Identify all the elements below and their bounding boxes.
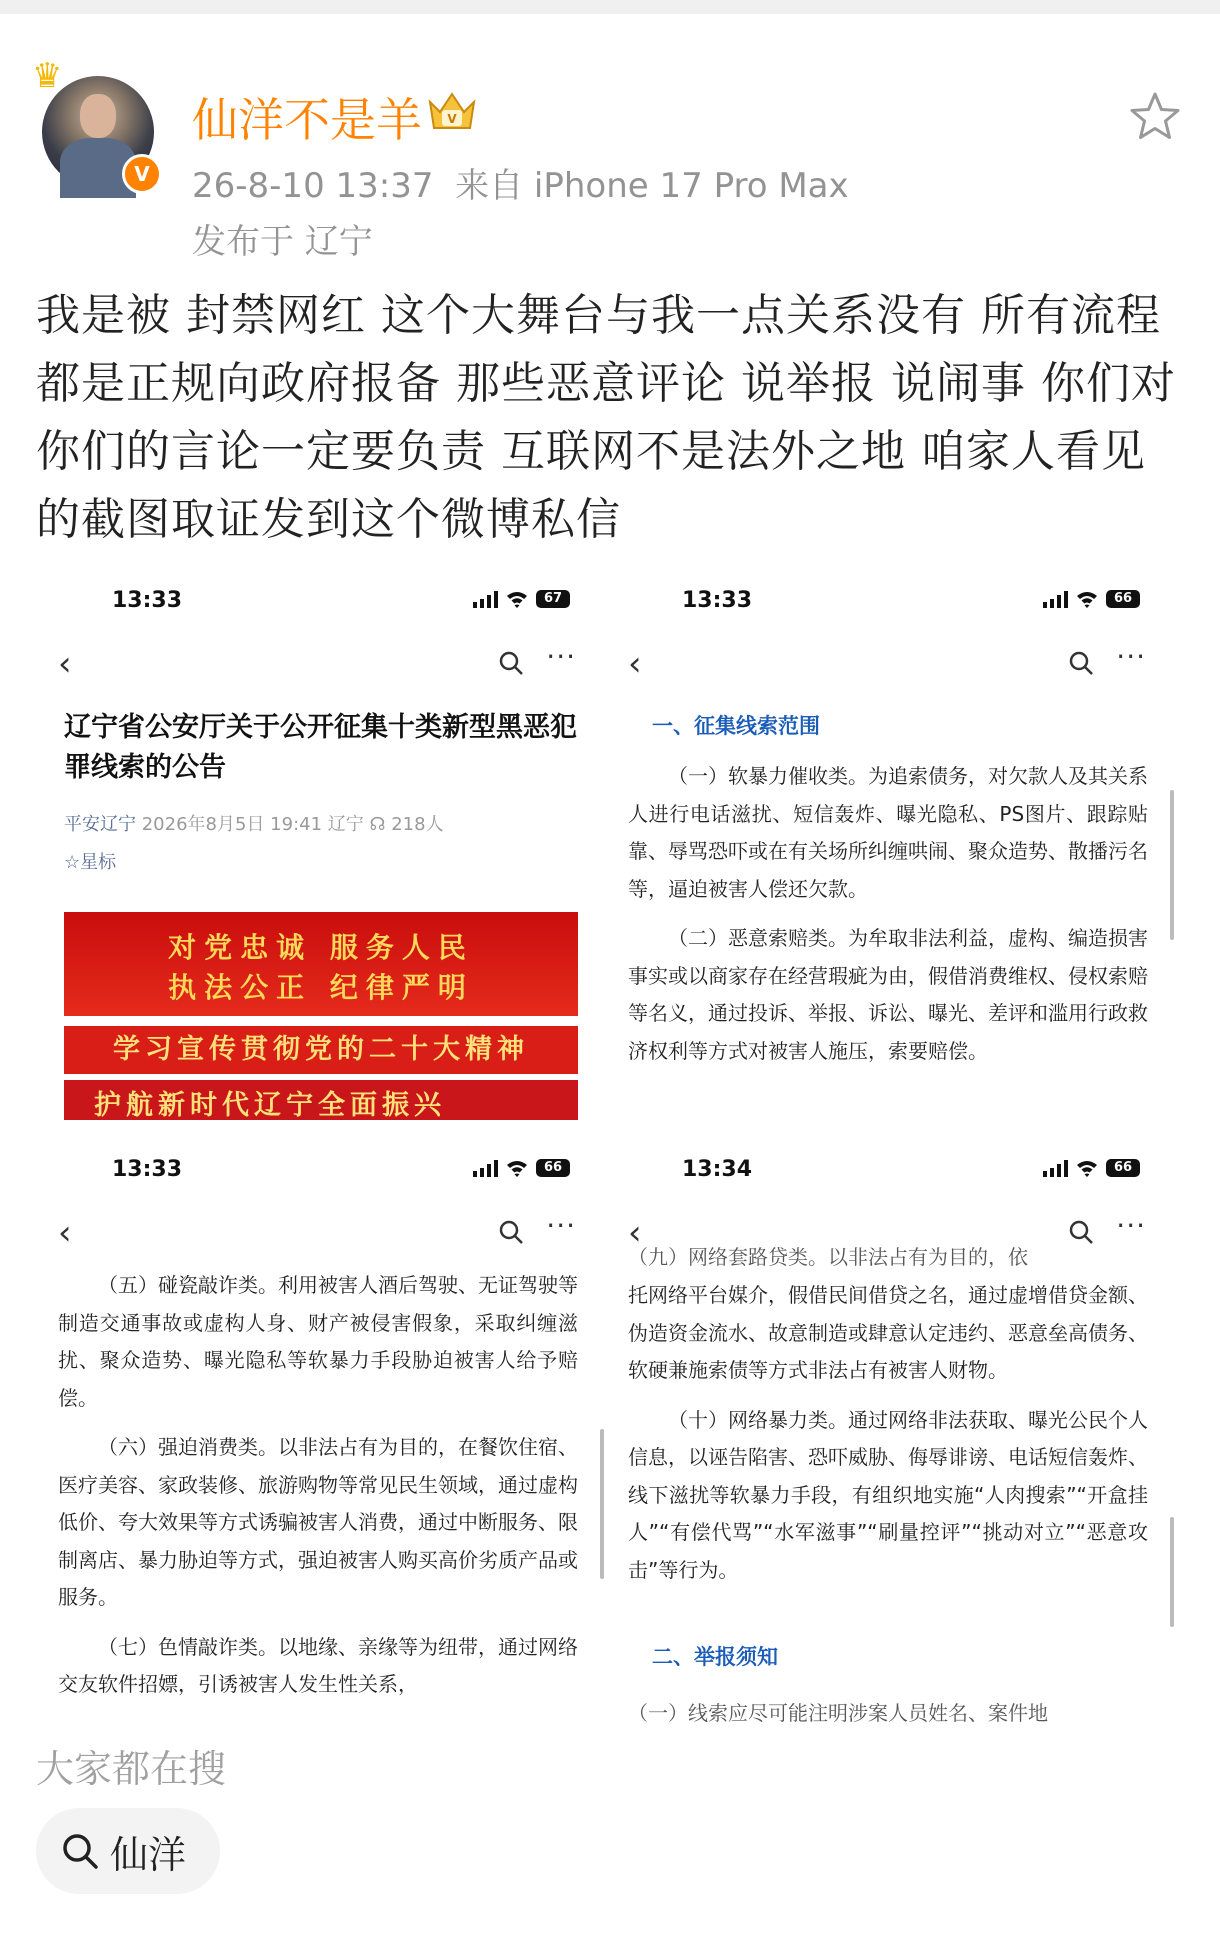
- signal-icon: [1043, 590, 1068, 608]
- nav-bar: [40, 1209, 610, 1257]
- wifi-icon: [1076, 590, 1098, 608]
- crown-icon: ♛: [32, 56, 63, 96]
- banner-line-4: 护航新时代辽宁全面振兴: [64, 1080, 578, 1120]
- signal-icon: [473, 1159, 498, 1177]
- scrollbar[interactable]: [1170, 1517, 1174, 1627]
- back-icon[interactable]: ‹: [628, 1213, 642, 1253]
- top-divider: [0, 0, 1220, 14]
- banner-line-1: 对党忠诚 服务人民: [168, 931, 474, 964]
- username[interactable]: 仙洋不是羊: [192, 93, 422, 147]
- status-icons: [473, 586, 570, 612]
- article-date: 2026年8月5日 19:41 辽宁: [141, 814, 364, 835]
- paragraph: （五）碰瓷敲诈类。利用被害人酒后驾驶、无证驾驶等制造交通事故或虚构人身、财产被侵害假象，采取纠缠滋扰、聚众造势、曝光隐私等软暴力手段胁迫被害人给予赔偿。: [58, 1273, 578, 1410]
- battery-icon: 67: [536, 590, 570, 608]
- more-icon[interactable]: ···: [1116, 1209, 1146, 1242]
- status-time: 13:33: [112, 1157, 183, 1182]
- avatar[interactable]: [32, 56, 158, 190]
- status-icons: [1043, 1155, 1140, 1181]
- search-icon[interactable]: [1068, 650, 1094, 676]
- article-source[interactable]: 平安辽宁: [64, 814, 136, 835]
- article-listeners: 218人: [391, 814, 444, 835]
- banner-slogan: [64, 912, 578, 1016]
- paragraph: （二）恶意索赔类。为牟取非法利益，虚构、编造损害事实或以商家存在经营瑕疵为由，假借消费维权、侵权索赔等名义，通过投诉、举报、诉讼、曝光、差评和滥用行政救济权利等方式对被害人施压，索要赔偿。: [628, 926, 1148, 1063]
- star-icon[interactable]: [1126, 88, 1184, 146]
- paragraph: （七）色情敲诈类。以地缘、亲缘等为纽带，通过网络交友软件招嫖，引诱被害人发生性关系，: [58, 1634, 578, 1696]
- paragraph: （六）强迫消费类。以非法占有为目的，在餐饮住宿、医疗美容、家政装修、旅游购物等常见民生领域，通过虚构低价、夸大效果等方式诱骗被害人消费，通过中断服务、限制离店、暴力胁迫等方式，强迫被害人购买高价劣质产品或服务。: [58, 1435, 578, 1609]
- paragraph: （十）网络暴力类。通过网络非法获取、曝光公民个人信息，以诬告陷害、恐吓威胁、侮辱诽谤、电话短信轰炸、线下滋扰等软暴力手段，有组织地实施“人肉搜索”“开盒挂人”“有偿代骂”“水军滋事”“刷量控评”“挑动对立”“恶意攻击”等行为。: [628, 1407, 1148, 1582]
- cut-text-top: [628, 1245, 1148, 1275]
- article-body: [628, 758, 1148, 1082]
- search-chip-label: 仙洋: [110, 1832, 187, 1877]
- search-icon[interactable]: [498, 650, 524, 676]
- status-time: 13:33: [112, 588, 183, 613]
- signal-icon: [473, 590, 498, 608]
- svg-text:V: V: [447, 112, 457, 126]
- post-text: 我是被 封禁网红 这个大舞台与我一点关系没有 所有流程都是正规向政府报备 那些恶意评论 说举报 说闹事 你们对你们的言论一定要负责 互联网不是法外之地 咱家人看见的截图取证发到这个微博私信: [36, 290, 1176, 545]
- article-title: 辽宁省公安厅关于公开征集十类新型黑恶犯罪线索的公告: [64, 712, 577, 783]
- banner-line-2: 执法公正 纪律严明: [168, 971, 474, 1004]
- post-time: 26-8-10 13:37: [192, 166, 434, 206]
- verified-icon: V: [122, 154, 162, 194]
- back-icon[interactable]: ‹: [58, 1213, 72, 1253]
- more-icon[interactable]: ···: [546, 1209, 576, 1242]
- wifi-icon: [506, 590, 528, 608]
- battery-icon: 66: [536, 1159, 570, 1177]
- trending-search-heading: 大家都在搜: [36, 1747, 227, 1791]
- paragraph: 托网络平台媒介，假借民间借贷之名，通过虚增借贷金额、伪造资金流水、故意制造或肆意认定违约、恶意垒高债务、软硬兼施索债等方式非法占有被害人财物。: [628, 1283, 1148, 1382]
- article-body: [58, 1267, 578, 1716]
- section-heading: 一、征集线索范围: [652, 714, 820, 738]
- article-meta: [64, 810, 444, 836]
- signal-icon: [1043, 1159, 1068, 1177]
- scrollbar[interactable]: [1170, 790, 1174, 940]
- status-icons: [1043, 586, 1140, 612]
- grid-image-4[interactable]: [610, 1139, 1180, 1725]
- section-heading: 二、举报须知: [652, 1645, 778, 1669]
- status-time: 13:34: [682, 1157, 753, 1182]
- headphone-icon: ☊: [369, 814, 386, 835]
- search-icon[interactable]: [498, 1219, 524, 1245]
- image-grid: [40, 570, 1180, 1725]
- cut-text-bottom: （一）线索应尽可能注明涉案人员姓名、案件地: [628, 1701, 1048, 1725]
- back-icon[interactable]: ‹: [628, 644, 642, 684]
- wifi-icon: [1076, 1159, 1098, 1177]
- article-body: [628, 1277, 1148, 1601]
- post-location: 发布于 辽宁: [192, 222, 373, 262]
- back-icon[interactable]: ‹: [58, 644, 72, 684]
- scrollbar[interactable]: [600, 1429, 604, 1579]
- status-time: 13:33: [682, 588, 753, 613]
- search-icon: [60, 1831, 100, 1871]
- post-source: 来自 iPhone 17 Pro Max: [455, 166, 849, 206]
- battery-icon: 66: [1106, 1159, 1140, 1177]
- banner-line-3: 学习宣传贯彻党的二十大精神: [64, 1026, 578, 1074]
- nav-bar: [40, 640, 610, 688]
- wifi-icon: [506, 1159, 528, 1177]
- grid-image-2[interactable]: [610, 570, 1180, 1139]
- search-chip[interactable]: [36, 1808, 220, 1894]
- more-icon[interactable]: ···: [1116, 640, 1146, 673]
- grid-image-1[interactable]: [40, 570, 610, 1139]
- post-meta: [192, 158, 849, 207]
- status-icons: [473, 1155, 570, 1181]
- vip-icon[interactable]: [424, 88, 480, 134]
- grid-image-3[interactable]: [40, 1139, 610, 1708]
- star-label[interactable]: ☆星标: [64, 852, 117, 873]
- paragraph: （一）软暴力催收类。为追索债务，对欠款人及其关系人进行电话滋扰、短信轰炸、曝光隐私、PS图片、跟踪贴靠、辱骂恐吓或在有关场所纠缠哄闹、聚众造势、散播污名等，逼迫被害人偿还欠款。: [628, 764, 1148, 901]
- nav-bar: [610, 640, 1180, 688]
- battery-icon: 66: [1106, 590, 1140, 608]
- more-icon[interactable]: ···: [546, 640, 576, 673]
- cut-text-top-line: （九）网络套路贷类。以非法占有为目的，依: [628, 1245, 1028, 1269]
